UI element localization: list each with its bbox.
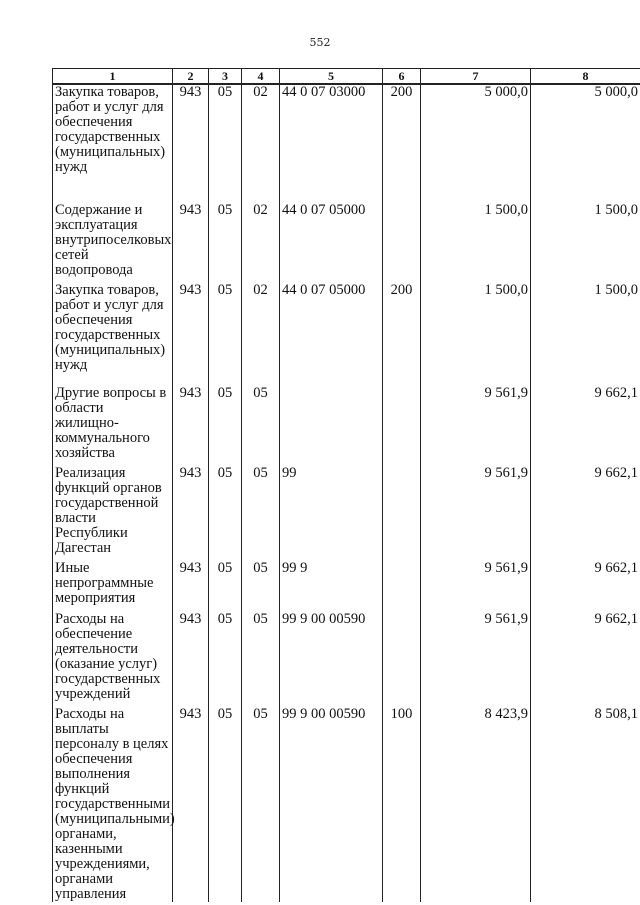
page-number: 552 xyxy=(309,36,331,49)
cell-subsection: 05 xyxy=(242,461,280,556)
cell-amount-year1: 9 561,9 xyxy=(421,461,531,556)
cell-section: 05 xyxy=(209,198,242,278)
budget-table xyxy=(52,68,640,902)
cell-amount-year2: 1 500,0 xyxy=(531,198,640,278)
cell-section: 05 xyxy=(209,461,242,556)
cell-subsection: 05 xyxy=(242,607,280,702)
cell-expense-type xyxy=(383,381,421,461)
cell-ministry: 943 xyxy=(173,702,209,902)
row-name: Другие вопросы в области жилищно-коммунального хозяйства xyxy=(53,381,173,461)
header-col-1: 1 xyxy=(53,69,173,85)
cell-amount-year2: 9 662,1 xyxy=(531,381,640,461)
table-row xyxy=(53,381,640,461)
header-col-4: 4 xyxy=(242,69,280,85)
cell-expense-type: 100 xyxy=(383,702,421,902)
cell-section: 05 xyxy=(209,278,242,381)
cell-amount-year1: 9 561,9 xyxy=(421,381,531,461)
cell-ministry: 943 xyxy=(173,607,209,702)
cell-target-item xyxy=(280,381,383,461)
cell-expense-type: 200 xyxy=(383,278,421,381)
cell-expense-type: 200 xyxy=(383,84,421,198)
cell-section: 05 xyxy=(209,702,242,902)
cell-expense-type xyxy=(383,607,421,702)
cell-amount-year2: 1 500,0 xyxy=(531,278,640,381)
cell-target-item: 44 0 07 03000 xyxy=(280,84,383,198)
table-row xyxy=(53,461,640,556)
table-header-row xyxy=(53,69,640,85)
cell-ministry: 943 xyxy=(173,381,209,461)
cell-amount-year2: 5 000,0 xyxy=(531,84,640,198)
cell-target-item: 99 9 xyxy=(280,556,383,607)
cell-section: 05 xyxy=(209,84,242,198)
row-name: Иные непрограммные мероприятия xyxy=(53,556,173,607)
cell-subsection: 02 xyxy=(242,198,280,278)
cell-amount-year1: 9 561,9 xyxy=(421,556,531,607)
cell-ministry: 943 xyxy=(173,461,209,556)
table-row xyxy=(53,278,640,381)
cell-expense-type xyxy=(383,461,421,556)
table-row xyxy=(53,556,640,607)
cell-subsection: 05 xyxy=(242,556,280,607)
header-col-8: 8 xyxy=(531,69,640,85)
cell-target-item: 99 xyxy=(280,461,383,556)
header-col-6: 6 xyxy=(383,69,421,85)
cell-ministry: 943 xyxy=(173,198,209,278)
cell-expense-type xyxy=(383,556,421,607)
cell-section: 05 xyxy=(209,556,242,607)
table-row xyxy=(53,607,640,702)
row-name: Содержание и эксплуатация внутрипоселковых сетей водопровода xyxy=(53,198,173,278)
cell-amount-year1: 8 423,9 xyxy=(421,702,531,902)
table-row xyxy=(53,84,640,198)
header-col-5: 5 xyxy=(280,69,383,85)
cell-amount-year1: 5 000,0 xyxy=(421,84,531,198)
row-name: Закупка товаров, работ и услуг для обеспечения государственных (муниципальных) нужд xyxy=(53,84,173,198)
cell-target-item: 44 0 07 05000 xyxy=(280,198,383,278)
header-col-7: 7 xyxy=(421,69,531,85)
header-col-3: 3 xyxy=(209,69,242,85)
row-name: Расходы на обеспечение деятельности (оказание услуг) государственных учреждений xyxy=(53,607,173,702)
cell-amount-year2: 9 662,1 xyxy=(531,607,640,702)
cell-target-item: 99 9 00 00590 xyxy=(280,607,383,702)
cell-amount-year1: 1 500,0 xyxy=(421,198,531,278)
row-name: Реализация функций органов государственной власти Республики Дагестан xyxy=(53,461,173,556)
cell-ministry: 943 xyxy=(173,84,209,198)
cell-section: 05 xyxy=(209,607,242,702)
cell-expense-type xyxy=(383,198,421,278)
cell-amount-year2: 8 508,1 xyxy=(531,702,640,902)
header-col-2: 2 xyxy=(173,69,209,85)
cell-amount-year2: 9 662,1 xyxy=(531,556,640,607)
cell-amount-year2: 9 662,1 xyxy=(531,461,640,556)
cell-ministry: 943 xyxy=(173,556,209,607)
cell-target-item: 44 0 07 05000 xyxy=(280,278,383,381)
cell-amount-year1: 9 561,9 xyxy=(421,607,531,702)
row-name: Расходы на выплаты персоналу в целях обеспечения выполнения функций государственными (муниципальными) органами, казенными учреждениями, органами управления xyxy=(53,702,173,902)
row-name: Закупка товаров, работ и услуг для обеспечения государственных (муниципальных) нужд xyxy=(53,278,173,381)
cell-subsection: 05 xyxy=(242,381,280,461)
table-row xyxy=(53,702,640,902)
cell-section: 05 xyxy=(209,381,242,461)
cell-subsection: 02 xyxy=(242,84,280,198)
cell-subsection: 02 xyxy=(242,278,280,381)
cell-target-item: 99 9 00 00590 xyxy=(280,702,383,902)
table-row xyxy=(53,198,640,278)
cell-ministry: 943 xyxy=(173,278,209,381)
cell-amount-year1: 1 500,0 xyxy=(421,278,531,381)
cell-subsection: 05 xyxy=(242,702,280,902)
